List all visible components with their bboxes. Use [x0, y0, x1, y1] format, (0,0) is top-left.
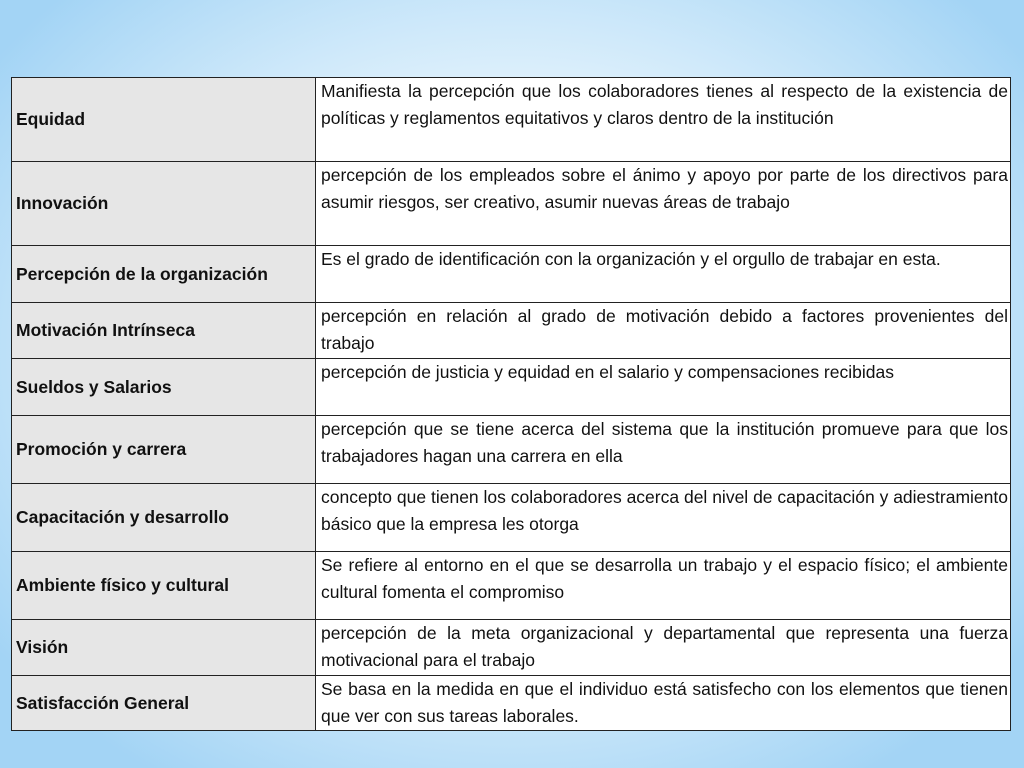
dimension-description: percepción de la meta organizacional y departamental que representa una fuerza motivacional para el trabajo [316, 620, 1011, 676]
climate-dimensions-table [11, 77, 1011, 731]
dimension-name: Motivación Intrínseca [12, 303, 316, 359]
table-row [12, 303, 1011, 359]
table-row [12, 620, 1011, 676]
dimension-name: Ambiente físico y cultural [12, 552, 316, 620]
table-row [12, 246, 1011, 303]
dimension-name: Promoción y carrera [12, 416, 316, 484]
table-row [12, 484, 1011, 552]
dimension-description: percepción en relación al grado de motivación debido a factores provenientes del trabajo [316, 303, 1011, 359]
dimension-name: Capacitación y desarrollo [12, 484, 316, 552]
table-row [12, 676, 1011, 731]
dimension-description: percepción de los empleados sobre el ánimo y apoyo por parte de los directivos para asumir riesgos, ser creativo, asumir nuevas áreas de trabajo [316, 162, 1011, 246]
dimension-name: Equidad [12, 78, 316, 162]
table-row [12, 416, 1011, 484]
dimension-name: Percepción de la organización [12, 246, 316, 303]
table-row [12, 552, 1011, 620]
dimension-description: Es el grado de identificación con la organización y el orgullo de trabajar en esta. [316, 246, 1011, 303]
dimension-description: Se refiere al entorno en el que se desarrolla un trabajo y el espacio físico; el ambiente cultural fomenta el compromiso [316, 552, 1011, 620]
dimension-name: Innovación [12, 162, 316, 246]
dimension-description: Manifiesta la percepción que los colaboradores tienes al respecto de la existencia de políticas y reglamentos equitativos y claros dentro de la institución [316, 78, 1011, 162]
table-row [12, 162, 1011, 246]
table-row [12, 78, 1011, 162]
dimension-description: percepción de justicia y equidad en el salario y compensaciones recibidas [316, 359, 1011, 416]
dimension-name: Sueldos y Salarios [12, 359, 316, 416]
table-row [12, 359, 1011, 416]
dimension-description: Se basa en la medida en que el individuo está satisfecho con los elementos que tienen que ver con sus tareas laborales. [316, 676, 1011, 731]
dimension-description: concepto que tienen los colaboradores acerca del nivel de capacitación y adiestramiento básico que la empresa les otorga [316, 484, 1011, 552]
dimension-name: Visión [12, 620, 316, 676]
dimension-description: percepción que se tiene acerca del sistema que la institución promueve para que los trabajadores hagan una carrera en ella [316, 416, 1011, 484]
dimension-name: Satisfacción General [12, 676, 316, 731]
